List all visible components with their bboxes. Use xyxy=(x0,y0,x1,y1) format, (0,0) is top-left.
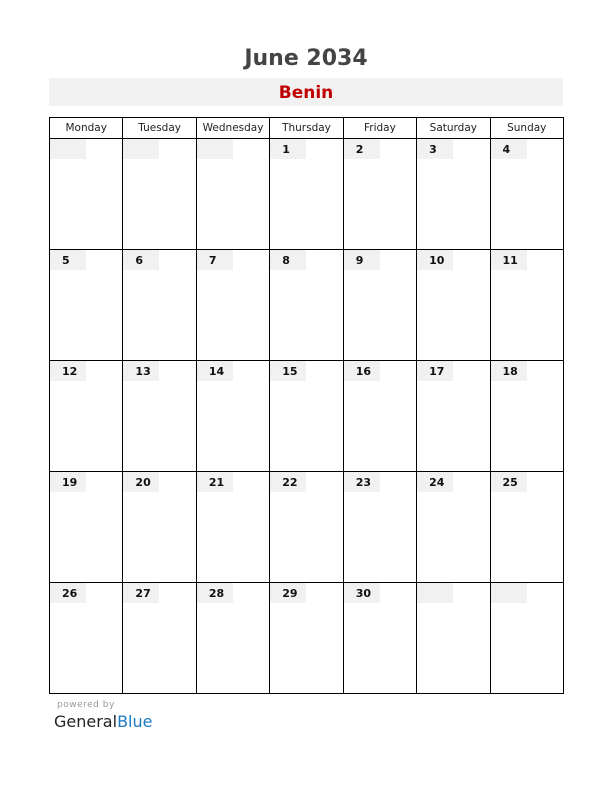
day-cell[interactable] xyxy=(343,250,416,361)
day-cell[interactable] xyxy=(50,472,123,583)
day-number: 30 xyxy=(344,583,380,603)
day-cell[interactable] xyxy=(343,139,416,250)
day-cell[interactable] xyxy=(343,361,416,472)
day-number: 23 xyxy=(344,472,380,492)
weekday-wednesday: Wednesday xyxy=(196,118,269,139)
day-number: 28 xyxy=(197,583,233,603)
day-cell[interactable] xyxy=(490,139,563,250)
weekday-thursday: Thursday xyxy=(270,118,343,139)
day-cell[interactable] xyxy=(343,583,416,694)
day-cell[interactable] xyxy=(196,139,269,250)
weekday-header-row xyxy=(50,118,564,139)
day-number: 8 xyxy=(270,250,306,270)
calendar-grid xyxy=(49,117,564,694)
weekday-monday: Monday xyxy=(50,118,123,139)
day-number: 12 xyxy=(50,361,86,381)
day-number: 20 xyxy=(123,472,159,492)
day-number: 10 xyxy=(417,250,453,270)
day-cell[interactable] xyxy=(50,139,123,250)
week-row xyxy=(50,139,564,250)
day-number: 25 xyxy=(491,472,527,492)
weekday-tuesday: Tuesday xyxy=(123,118,196,139)
day-number: 6 xyxy=(123,250,159,270)
day-number xyxy=(491,583,527,603)
weekday-saturday: Saturday xyxy=(417,118,490,139)
day-number: 14 xyxy=(197,361,233,381)
day-cell[interactable] xyxy=(123,139,196,250)
day-number: 5 xyxy=(50,250,86,270)
powered-by-label: powered by xyxy=(57,700,115,710)
day-number xyxy=(123,139,159,159)
day-cell[interactable] xyxy=(343,472,416,583)
day-number: 2 xyxy=(344,139,380,159)
day-cell[interactable] xyxy=(417,139,490,250)
day-number: 18 xyxy=(491,361,527,381)
day-cell[interactable] xyxy=(270,472,343,583)
day-number: 15 xyxy=(270,361,306,381)
day-cell[interactable] xyxy=(123,472,196,583)
day-number: 9 xyxy=(344,250,380,270)
day-number: 27 xyxy=(123,583,159,603)
week-row xyxy=(50,361,564,472)
week-row xyxy=(50,250,564,361)
day-number: 29 xyxy=(270,583,306,603)
day-number xyxy=(50,139,86,159)
day-number: 26 xyxy=(50,583,86,603)
generalblue-logo[interactable] xyxy=(54,712,152,731)
country-banner xyxy=(49,78,563,106)
weekday-sunday: Sunday xyxy=(490,118,563,139)
day-cell[interactable] xyxy=(490,361,563,472)
day-cell[interactable] xyxy=(50,361,123,472)
week-row xyxy=(50,583,564,694)
brand-general: General xyxy=(54,712,118,731)
day-number: 7 xyxy=(197,250,233,270)
day-cell[interactable] xyxy=(490,583,563,694)
day-number: 16 xyxy=(344,361,380,381)
day-number: 24 xyxy=(417,472,453,492)
day-cell[interactable] xyxy=(123,250,196,361)
day-cell[interactable] xyxy=(196,361,269,472)
day-cell[interactable] xyxy=(270,250,343,361)
day-cell[interactable] xyxy=(196,250,269,361)
day-cell[interactable] xyxy=(196,583,269,694)
day-cell[interactable] xyxy=(196,472,269,583)
calendar-title: June 2034 xyxy=(244,46,368,71)
day-number xyxy=(197,139,233,159)
day-cell[interactable] xyxy=(270,139,343,250)
country-name: Benin xyxy=(278,83,334,103)
day-cell[interactable] xyxy=(50,250,123,361)
day-cell[interactable] xyxy=(270,361,343,472)
day-cell[interactable] xyxy=(123,361,196,472)
day-cell[interactable] xyxy=(417,361,490,472)
day-number: 1 xyxy=(270,139,306,159)
day-number: 3 xyxy=(417,139,453,159)
day-number: 21 xyxy=(197,472,233,492)
day-number: 19 xyxy=(50,472,86,492)
day-cell[interactable] xyxy=(490,250,563,361)
day-number: 13 xyxy=(123,361,159,381)
day-number: 4 xyxy=(491,139,527,159)
day-cell[interactable] xyxy=(417,583,490,694)
day-cell[interactable] xyxy=(123,583,196,694)
day-cell[interactable] xyxy=(270,583,343,694)
week-row xyxy=(50,472,564,583)
day-cell[interactable] xyxy=(50,583,123,694)
day-cell[interactable] xyxy=(417,472,490,583)
day-cell[interactable] xyxy=(417,250,490,361)
weekday-friday: Friday xyxy=(343,118,416,139)
brand-blue: Blue xyxy=(117,712,153,731)
day-cell[interactable] xyxy=(490,472,563,583)
day-number: 11 xyxy=(491,250,527,270)
day-number xyxy=(417,583,453,603)
day-number: 22 xyxy=(270,472,306,492)
day-number: 17 xyxy=(417,361,453,381)
